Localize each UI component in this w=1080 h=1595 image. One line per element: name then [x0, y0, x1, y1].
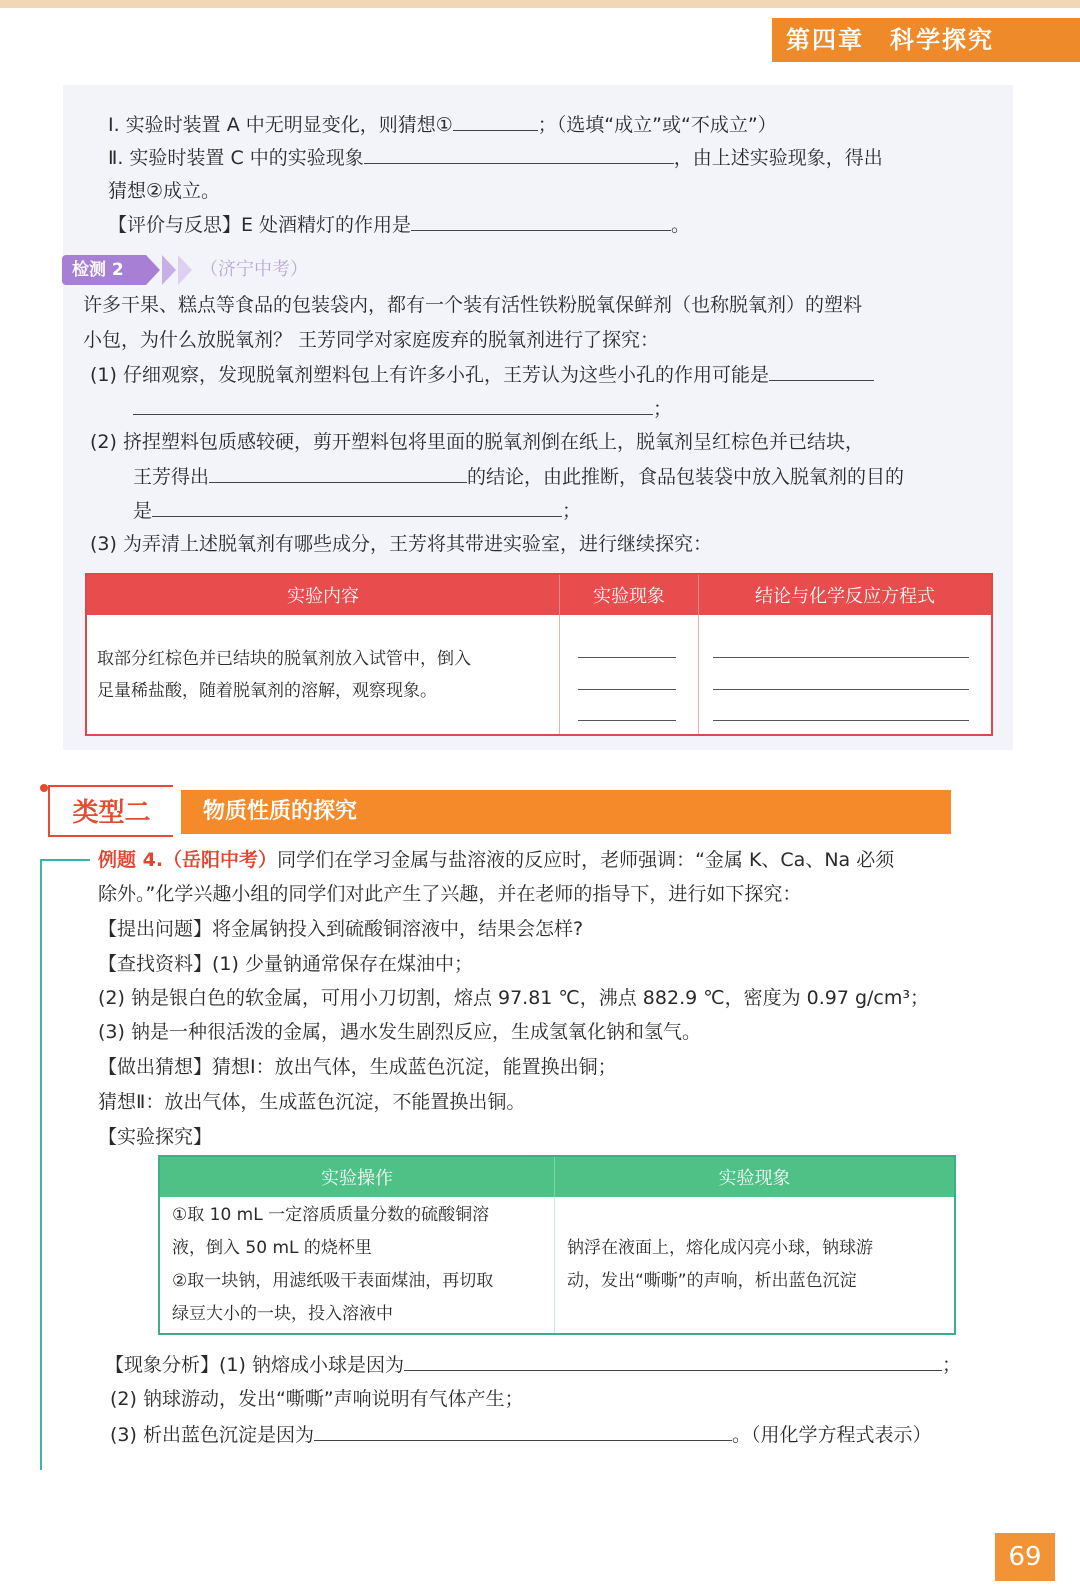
example-label: 例题 4.（岳阳中考）: [98, 849, 278, 871]
example-line-7: 【做出猜想】猜想Ⅰ：放出气体，生成蓝色沉淀，能置换出铜；: [98, 1056, 617, 1078]
experiment-table: [85, 573, 993, 736]
test-question-1-cont: ；: [133, 394, 672, 423]
question-line-3: 猜想②成立。: [108, 180, 221, 202]
table-header: 实验现象: [560, 574, 699, 615]
answer-blank[interactable]: [209, 462, 467, 483]
analysis-line-1: 【现象分析】(1) 钠熔成小球是因为 ；: [105, 1350, 961, 1379]
analysis-line-2: (2) 钠球游动，发出“嘶嘶”声响说明有气体产生；: [110, 1388, 524, 1410]
question-line-1: Ⅰ. 实验时装置 A 中无明显变化，则猜想① ；（选填“成立”或“不成立”）: [108, 110, 777, 139]
guide-line: [40, 859, 90, 861]
chapter-header: [772, 18, 1080, 62]
example-line-5: (2) 钠是银白色的软金属，可用小刀切割，熔点 97.81 ℃，沸点 882.9 ℃，密度为 0.97 g/cm³；: [98, 987, 929, 1009]
table-header: 实验现象: [555, 1156, 956, 1197]
table-cell-content: 取部分红棕色并已结块的脱氧剂放入试管中，倒入 足量稀盐酸，随着脱氧剂的溶解，观察现象。: [86, 615, 560, 735]
reflection-line: 【评价与反思】E 处酒精灯的作用是 。: [108, 210, 690, 239]
example-line-9: 【实验探究】: [98, 1126, 213, 1148]
phenomenon-cell: 钠浮在液面上，熔化成闪亮小球，钠球游 动，发出“嘶嘶”的声响，析出蓝色沉淀: [555, 1197, 956, 1334]
test-badge: 检测 2: [62, 255, 146, 285]
example-line-2: 除外。”化学兴趣小组的同学们对此产生了兴趣，并在老师的指导下，进行如下探究：: [98, 883, 802, 905]
example-line-6: (3) 钠是一种很活泼的金属，遇水发生剧烈反应，生成氢氧化钠和氢气。: [98, 1021, 701, 1043]
chevron-icon: [178, 255, 192, 285]
test-question-2-cont: 王芳得出 的结论，由此推断，食品包装袋中放入脱氧剂的目的: [133, 462, 904, 491]
guide-line: [40, 860, 42, 1470]
test-question-1: (1) 仔细观察，发现脱氧剂塑料包上有许多小孔，王芳认为这些小孔的作用可能是: [90, 360, 874, 389]
test-paragraph-1: 许多干果、糕点等食品的包装袋内，都有一个装有活性铁粉脱氧保鲜剂（也称脱氧剂）的塑料: [83, 294, 863, 316]
example-line-3: 【提出问题】将金属钠投入到硫酸铜溶液中，结果会怎样?: [98, 918, 584, 940]
page-number: 69: [995, 1533, 1055, 1581]
answer-blank[interactable]: [364, 143, 674, 164]
test-question-2-end: 是 ；: [133, 496, 581, 525]
example-line-8: 猜想Ⅱ：放出气体，生成蓝色沉淀，不能置换出铜。: [98, 1091, 526, 1113]
table-cell-conclusion[interactable]: [699, 615, 993, 735]
answer-blank[interactable]: [404, 1350, 942, 1371]
answer-blank[interactable]: [769, 360, 874, 381]
experiment-table-2: [158, 1155, 956, 1335]
chapter-number: 第四章: [786, 26, 864, 54]
top-stripe: [0, 0, 1080, 8]
answer-blank[interactable]: [133, 394, 653, 415]
analysis-line-3: (3) 析出蓝色沉淀是因为 。（用化学方程式表示）: [110, 1420, 931, 1449]
type-tag: 类型二: [48, 785, 173, 837]
operation-cell: ①取 10 mL 一定溶质质量分数的硫酸铜溶 液，倒入 50 mL 的烧杯里 ②取一块钠，用滤纸吸干表面煤油，再切取 绿豆大小的一块，投入溶液中: [159, 1197, 555, 1334]
example-line-4: 【查找资料】(1) 少量钠通常保存在煤油中；: [98, 953, 473, 975]
answer-blank[interactable]: [411, 210, 671, 231]
section-dot: [40, 784, 48, 792]
table-cell-phenomenon[interactable]: [560, 615, 699, 735]
table-header: 实验操作: [159, 1156, 555, 1197]
chevron-icon: [146, 255, 160, 285]
table-header: 结论与化学反应方程式: [699, 574, 993, 615]
answer-blank[interactable]: [314, 1420, 732, 1441]
test-paragraph-2: 小包，为什么放脱氧剂？ 王芳同学对家庭废弃的脱氧剂进行了探究：: [83, 329, 660, 351]
question-line-2: Ⅱ. 实验时装置 C 中的实验现象 ，由上述实验现象，得出: [108, 143, 883, 172]
table-header: 实验内容: [86, 574, 560, 615]
chapter-title: 科学探究: [890, 26, 994, 54]
answer-blank[interactable]: [152, 496, 562, 517]
answer-blank[interactable]: [453, 110, 538, 131]
test-question-2: (2) 挤捏塑料包质感较硬，剪开塑料包将里面的脱氧剂倒在纸上，脱氧剂呈红棕色并已结块，: [90, 431, 864, 453]
type-title: 物质性质的探究: [181, 790, 951, 834]
test-question-3: (3) 为弄清上述脱氧剂有哪些成分，王芳将其带进实验室，进行继续探究：: [90, 533, 712, 555]
chevron-icon: [162, 255, 176, 285]
example-line-1: 例题 4.（岳阳中考）同学们在学习金属与盐溶液的反应时，老师强调：“金属 K、Ca、Na 必须: [98, 849, 895, 871]
test-source: （济宁中考）: [200, 259, 308, 280]
